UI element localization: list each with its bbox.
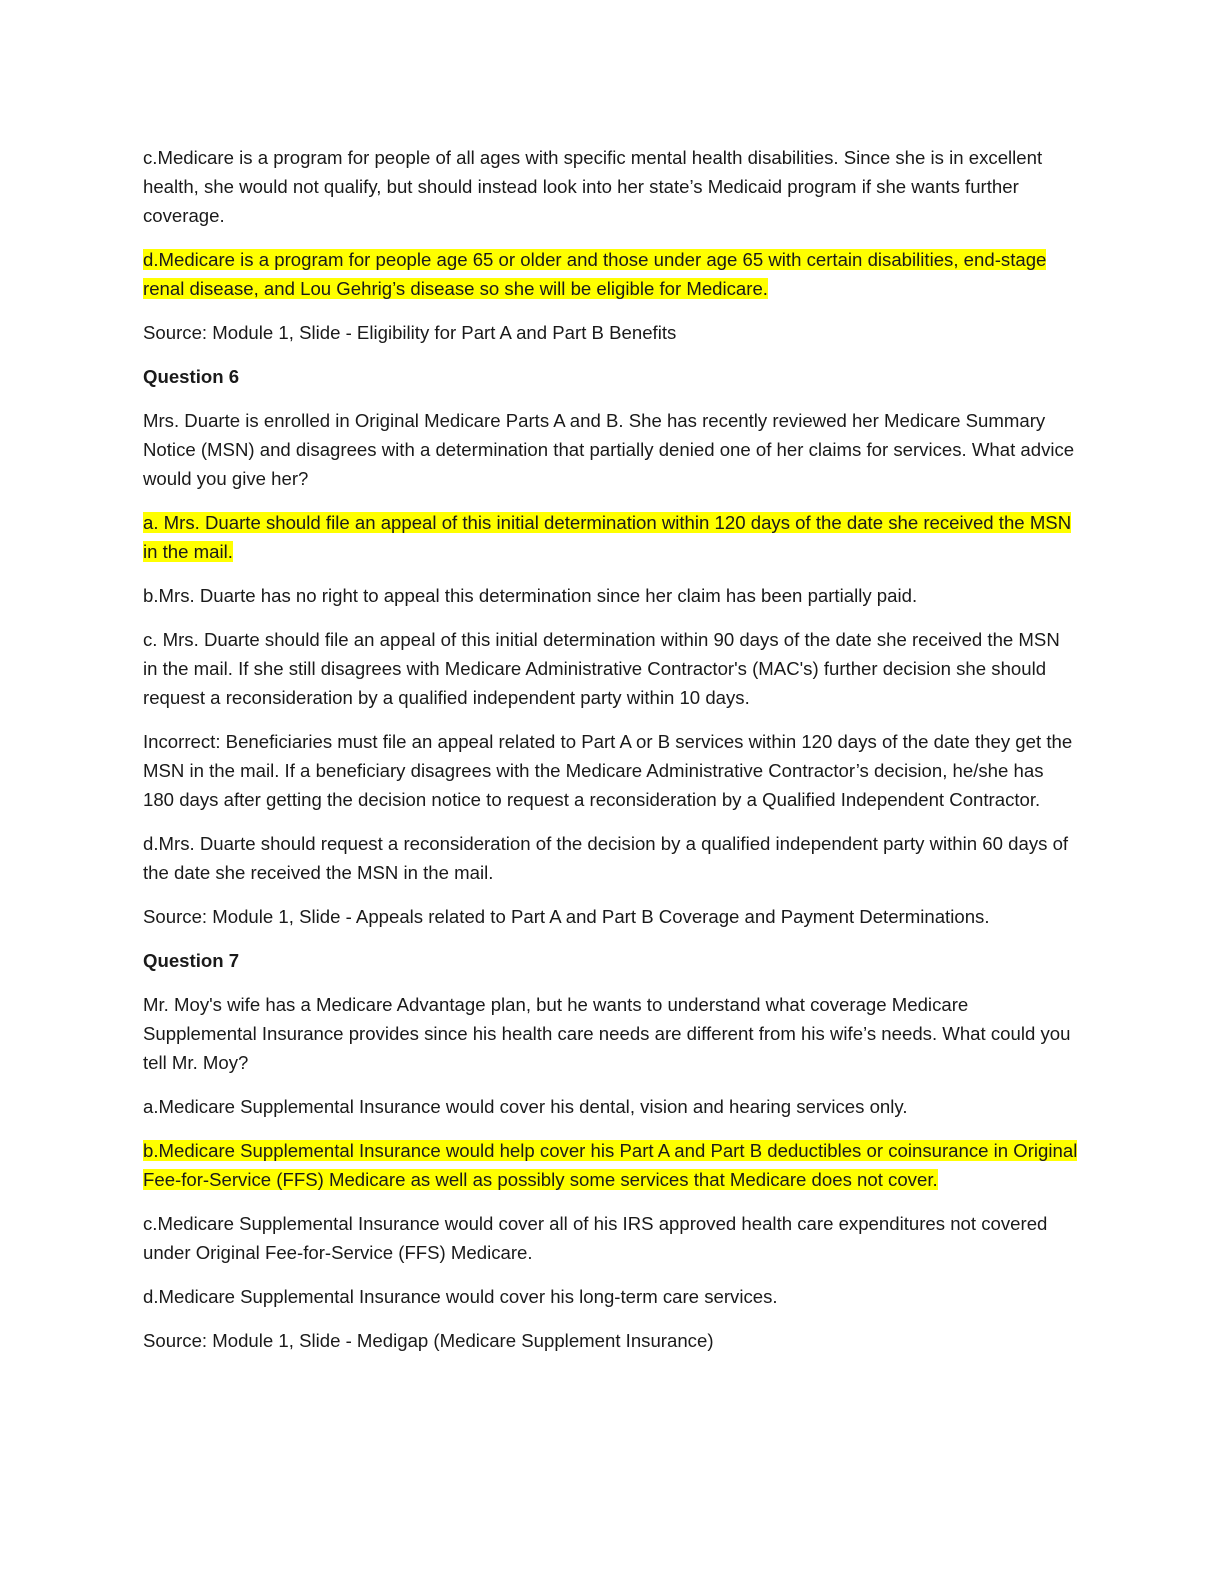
question-6-heading: Question 6 <box>143 366 240 387</box>
highlight: a. Mrs. Duarte should file an appeal of this initial determination within 120 days of the date she received the MSN in the mail. <box>143 512 1072 562</box>
highlight: d.Medicare is a program for people age 65 or older and those under age 65 with certain disabilities, end-stage renal disease, and Lou Gehrig’s disease so she will be eligible for Medicare. <box>143 249 1047 299</box>
q6-option-d: d.Mrs. Duarte should request a reconsideration of the decision by a qualified independent party within 60 days of the date she received the MSN in the mail. <box>143 833 1069 883</box>
q7-source: Source: Module 1, Slide - Medigap (Medicare Supplement Insurance) <box>143 1330 714 1351</box>
q6-question: Mrs. Duarte is enrolled in Original Medicare Parts A and B. She has recently reviewed her Medicare Summary Notice (MSN) and disagrees with a determination that partially denied one of her claims for services. What advice would you give her? <box>143 410 1075 489</box>
q5-source: Source: Module 1, Slide - Eligibility for Part A and Part B Benefits <box>143 322 677 343</box>
q5-option-c: c.Medicare is a program for people of all ages with specific mental health disabilities. Since she is in excellent health, she would not qualify, but should instead look into her state’s Medicaid program if she wants further coverage. <box>143 147 1043 226</box>
q7-option-d: d.Medicare Supplemental Insurance would cover his long-term care services. <box>143 1286 778 1307</box>
q7-option-b-correct <box>143 1136 1078 1194</box>
q7-option-c: c.Medicare Supplemental Insurance would cover all of his IRS approved health care expenditures not covered under Original Fee-for-Service (FFS) Medicare. <box>143 1213 1048 1263</box>
q5-option-d-correct <box>143 245 1078 303</box>
q7-option-a: a.Medicare Supplemental Insurance would cover his dental, vision and hearing services only. <box>143 1096 908 1117</box>
q6-option-a-correct <box>143 508 1078 566</box>
highlight: b.Medicare Supplemental Insurance would help cover his Part A and Part B deductibles or coinsurance in Original Fee-for-Service (FFS) Medicare as well as possibly some services that Medicare does not cover. <box>143 1140 1078 1190</box>
question-7-heading: Question 7 <box>143 950 240 971</box>
document-page <box>143 143 1078 1370</box>
q6-option-b: b.Mrs. Duarte has no right to appeal this determination since her claim has been partially paid. <box>143 585 918 606</box>
q7-question: Mr. Moy's wife has a Medicare Advantage plan, but he wants to understand what coverage Medicare Supplemental Insurance provides since his health care needs are different from his wife’s needs. What could you tell Mr. Moy? <box>143 994 1071 1073</box>
q6-option-c: c. Mrs. Duarte should file an appeal of this initial determination within 90 days of the date she received the MSN in the mail. If she still disagrees with Medicare Administrative Contractor's (MAC's) further decision she should request a reconsideration by a qualified independent party within 10 days. <box>143 629 1060 708</box>
q6-source: Source: Module 1, Slide - Appeals related to Part A and Part B Coverage and Payment Determinations. <box>143 906 990 927</box>
q6-feedback: Incorrect: Beneficiaries must file an appeal related to Part A or B services within 120 days of the date they get the MSN in the mail. If a beneficiary disagrees with the Medicare Administrative Contractor’s decision, he/she has 180 days after getting the decision notice to request a reconsideration by a Qualified Independent Contractor. <box>143 731 1073 810</box>
